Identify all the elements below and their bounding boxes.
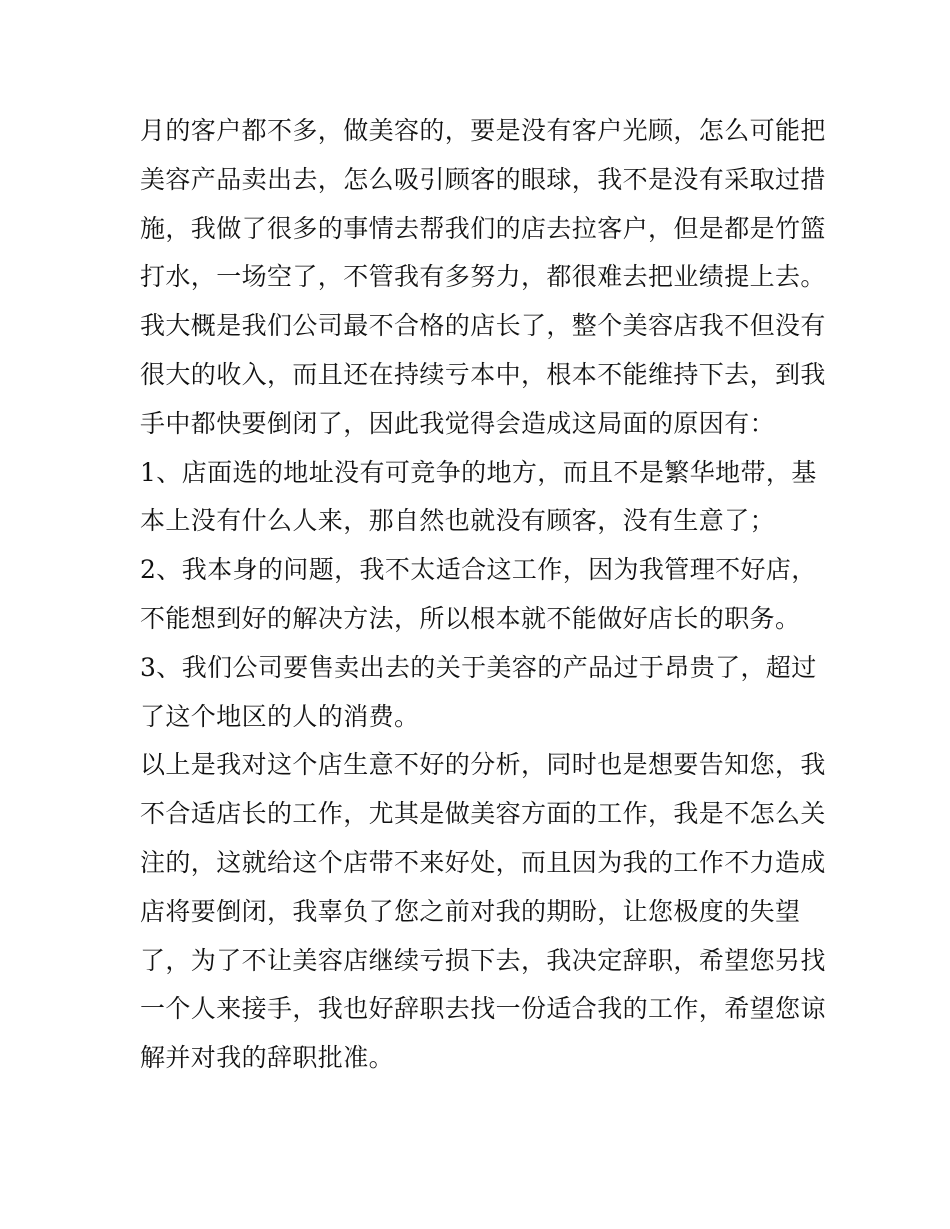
text-line: 手中都快要倒闭了，因此我觉得会造成这局面的原因有： <box>140 408 776 438</box>
text-line: 打水，一场空了，不管我有多努力，都很难去把业绩提上去。 <box>140 262 826 292</box>
text-line: 了这个地区的人的消费。 <box>140 701 420 731</box>
text-line: 1、店面选的地址没有可竞争的地方，而且不是繁华地带，基 <box>140 457 817 487</box>
text-line: 3、我们公司要售卖出去的关于美容的产品过于昂贵了，超过 <box>140 652 817 682</box>
text-line: 不合适店长的工作，尤其是做美容方面的工作，我是不怎么关 <box>140 799 826 829</box>
text-line: 注的，这就给这个店带不来好处，而且因为我的工作不力造成 <box>140 847 826 877</box>
text-line: 解并对我的辞职批准。 <box>140 1043 395 1073</box>
text-line: 一个人来接手，我也好辞职去找一份适合我的工作，希望您谅 <box>140 994 826 1024</box>
text-line: 很大的收入，而且还在持续亏本中，根本不能维持下去，到我 <box>140 359 826 389</box>
text-line: 了，为了不让美容店继续亏损下去，我决定辞职，希望您另找 <box>140 945 826 975</box>
text-line: 施，我做了很多的事情去帮我们的店去拉客户，但是都是竹篮 <box>140 213 826 243</box>
text-line: 我大概是我们公司最不合格的店长了，整个美容店我不但没有 <box>140 311 826 341</box>
text-line: 月的客户都不多，做美容的，要是没有客户光顾，怎么可能把 <box>140 116 826 145</box>
text-line: 本上没有什么人来，那自然也就没有顾客，没有生意了； <box>140 506 776 536</box>
text-line: 美容产品卖出去，怎么吸引顾客的眼球，我不是没有采取过措 <box>140 164 826 194</box>
text-line: 店将要倒闭，我辜负了您之前对我的期盼，让您极度的失望 <box>140 896 801 926</box>
text-line: 2、我本身的问题，我不太适合这工作，因为我管理不好店， <box>140 555 817 585</box>
text-line: 以上是我对这个店生意不好的分析，同时也是想要告知您，我 <box>140 750 826 780</box>
letter-body <box>140 107 826 1083</box>
text-line: 不能想到好的解决方法，所以根本就不能做好店长的职务。 <box>140 603 801 633</box>
